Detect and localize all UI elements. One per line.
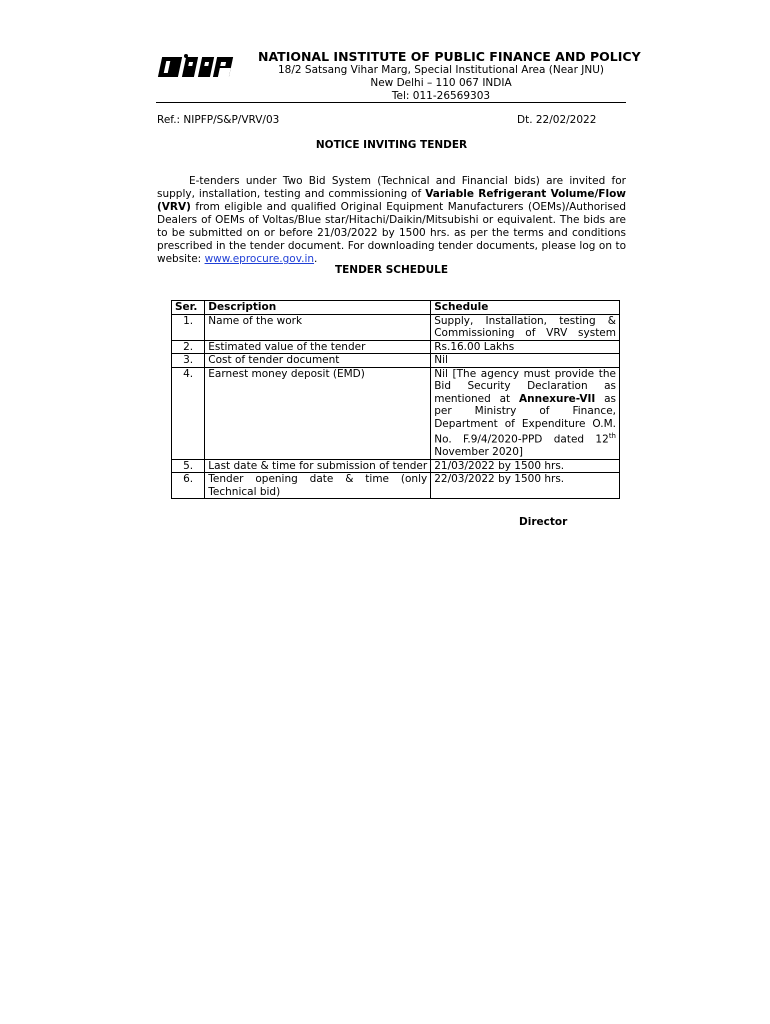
header-description: Description (205, 301, 431, 315)
row-description: Last date & time for submission of tender (205, 459, 431, 473)
table-row (172, 340, 620, 354)
header-ser: Ser. (172, 301, 205, 315)
signatory: Director (519, 516, 568, 528)
row-schedule: 22/03/2022 by 1500 hrs. (431, 473, 620, 499)
nipfp-logo (157, 53, 235, 80)
schedule-title: TENDER SCHEDULE (334, 264, 449, 276)
para-text-2: from eligible and qualified Original Equipment Manufacturers (OEMs)/Authorised Dealers of OEMs of Voltas/Blue star/Hitachi/Daikin/Mitsubishi or equivalent. The bids are to be submitted on or before 21/03/2022 by 1500 hrs. as per the terms and conditions prescribed in the tender document. For downloading tender documents, please log on to website: (157, 201, 626, 265)
tender-schedule-table (171, 300, 620, 499)
emd-text-2: as per Ministry of Finance, Department of Expenditure O.M. No. F.9/4/2020-PPD dated 12 (434, 392, 617, 446)
row-description: Estimated value of the tender (205, 340, 431, 354)
table-row (172, 354, 620, 368)
notice-date: Dt. 22/02/2022 (517, 114, 597, 126)
reference-number: Ref.: NIPFP/S&P/VRV/03 (157, 114, 280, 126)
row-ser: 6. (172, 473, 205, 499)
row-description: Tender opening date & time (only Technical bid) (205, 473, 431, 499)
table-row (172, 314, 620, 340)
table-row (172, 459, 620, 473)
row-schedule: Rs.16.00 Lakhs (431, 340, 620, 354)
row-description: Earnest money deposit (EMD) (205, 367, 431, 459)
row-ser: 5. (172, 459, 205, 473)
emd-annexure: Annexure-VII (519, 392, 596, 405)
address-line-2: New Delhi – 110 067 INDIA (370, 77, 512, 89)
notice-title: NOTICE INVITING TENDER (315, 139, 468, 151)
row-ser: 4. (172, 367, 205, 459)
row-ser: 2. (172, 340, 205, 354)
para-text-1: E-tenders under Two Bid System (Technical and Financial bids) are invited for supply, installation, testing and commissioning of (157, 175, 626, 200)
row-description: Cost of tender document (205, 354, 431, 368)
row-ser: 1. (172, 314, 205, 340)
para-end: . (314, 253, 318, 265)
row-schedule: Nil (431, 354, 620, 368)
header-divider (156, 102, 626, 103)
row-ser: 3. (172, 354, 205, 368)
row-schedule (431, 367, 620, 459)
emd-text-3: November 2020] (434, 446, 523, 458)
notice-paragraph (157, 175, 626, 266)
table-row (172, 367, 620, 459)
table-header-row (172, 301, 620, 315)
eprocure-link[interactable]: www.eprocure.gov.in (204, 253, 315, 265)
header-schedule: Schedule (431, 301, 620, 315)
table-row (172, 473, 620, 499)
para-bold: Variable Refrigerant Volume/Flow (VRV) (157, 188, 626, 213)
phone-line: Tel: 011-26569303 (391, 90, 491, 102)
address-line-1: 18/2 Satsang Vihar Marg, Special Institutional Area (Near JNU) (277, 64, 604, 76)
emd-superscript: th (608, 432, 616, 440)
row-description: Name of the work (205, 314, 431, 340)
org-name: NATIONAL INSTITUTE OF PUBLIC FINANCE AND POLICY (258, 49, 641, 64)
row-schedule: Supply, Installation, testing & Commissioning of VRV system (431, 314, 620, 340)
emd-text-1: Nil [The agency must provide the Bid Security Declaration as mentioned at (434, 367, 616, 405)
row-schedule: 21/03/2022 by 1500 hrs. (431, 459, 620, 473)
